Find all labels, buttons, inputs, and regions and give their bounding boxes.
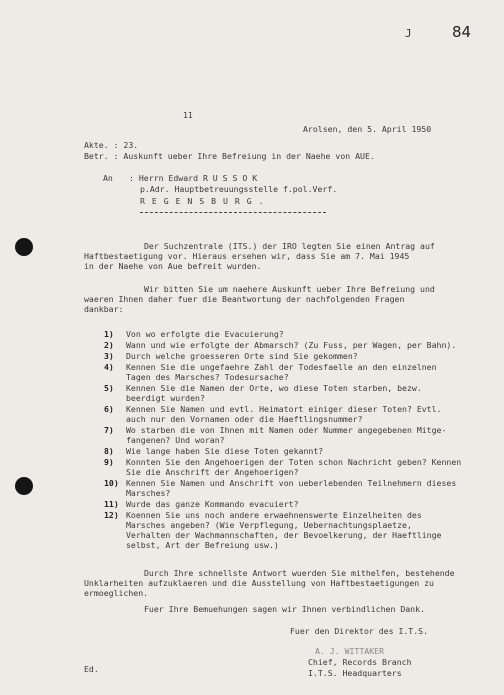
address-divider [140, 212, 326, 213]
address-label: An [103, 173, 113, 183]
address-line-2: p.Adr. Hauptbetreuungsstelle f.pol.Verf. [140, 184, 338, 194]
question-text: Von wo erfolgte die Evacuierung? [126, 329, 284, 339]
intro-paragraph [84, 241, 484, 271]
request-line: waeren Ihnen daher fuer die Beantwortung der nachfolgenden Fragen [84, 294, 405, 304]
question-text: Koennen Sie uns noch andere erwaehnenswerte Einzelheiten des [126, 510, 422, 520]
footer-initials: Ed. [84, 664, 99, 674]
question-item [104, 425, 484, 445]
handwritten-mark: J [405, 27, 412, 40]
place-date: Arolsen, den 5. April 1950 [303, 124, 432, 134]
question-text: Marsches angeben? (Wie Verpflegung, Uebernachtungsplaetze, [126, 520, 412, 530]
question-number: 4) [104, 362, 114, 372]
question-item [104, 457, 484, 477]
question-text: Marsches? [126, 488, 171, 498]
question-text: Verhalten der Wachmannschaften, der Bevoelkerung, der Haeftlinge [126, 530, 442, 540]
question-number: 2) [104, 340, 114, 350]
question-text: Kennen Sie die Namen der Orte, wo diese Toten starben, bezw. [126, 383, 422, 393]
subject-line: Betr. : Auskunft ueber Ihre Befreiung in der Naehe von AUE. [84, 151, 375, 161]
reference-number: 11 [183, 110, 193, 120]
thanks-line: Fuer Ihre Bemuehungen sagen wir Ihnen verbindlichen Dank. [144, 604, 425, 614]
request-paragraph [84, 284, 484, 314]
question-number: 1) [104, 329, 114, 339]
akte-line: Akte. : 23. [84, 140, 139, 150]
question-text: Kennen Sie Namen und Anschrift von ueberlebenden Teilnehmern dieses [126, 478, 457, 488]
question-item [104, 351, 484, 361]
question-text: Kennen Sie Namen und evtl. Heimatort einiger dieser Toten? Evtl. [126, 404, 442, 414]
question-item [104, 329, 484, 339]
question-text: Wann und wie erfolgte der Abmarsch? (Zu Fuss, per Wagen, per Bahn). [126, 340, 457, 350]
question-item [104, 362, 484, 382]
question-text: Konnten Sie den Angehoerigen der Toten schon Nachricht geben? Kennen [126, 457, 462, 467]
question-item [104, 446, 484, 456]
question-number: 12) [104, 510, 119, 520]
question-text: Tagen des Marsches? Todesursache? [126, 372, 289, 382]
closing-line: ermoeglichen. [84, 588, 149, 598]
questions-list [104, 329, 484, 551]
question-number: 7) [104, 425, 114, 435]
signature-org: I.T.S. Headquarters [308, 668, 402, 678]
closing-line: Durch Ihre schnellste Antwort wuerden Sie mithelfen, bestehende [144, 568, 455, 578]
signature-name: A. J. WITTAKER [315, 646, 385, 656]
question-item [104, 478, 484, 498]
intro-line: in der Naehe von Aue befreit wurden. [84, 261, 262, 271]
intro-line: Der Suchzentrale (ITS.) der IRO legten Sie einen Antrag auf [144, 241, 435, 251]
question-number: 6) [104, 404, 114, 414]
signature-for-line: Fuer den Direktor des I.T.S. [290, 626, 429, 636]
question-text: Wurde das ganze Kommando evacuiert? [126, 499, 299, 509]
question-number: 9) [104, 457, 114, 467]
question-number: 8) [104, 446, 114, 456]
question-item [104, 404, 484, 424]
intro-line: Haftbestaetigung vor. Hieraus ersehen wir, dass Sie am 7. Mai 1945 [84, 251, 410, 261]
question-text: Wie lange haben Sie diese Toten gekannt? [126, 446, 324, 456]
question-number: 5) [104, 383, 114, 393]
page-number: 84 [452, 23, 472, 41]
request-line: dankbar: [84, 304, 124, 314]
closing-line: Unklarheiten aufzuklaeren und die Ausstellung von Haftbestaetigungen zu [84, 578, 434, 588]
question-item [104, 510, 484, 550]
address-line-1: : Herrn Edward R U S S O K [129, 173, 258, 183]
question-text: Durch welche groesseren Orte sind Sie gekommen? [126, 351, 358, 361]
question-text: Kennen Sie die ungefaehre Zahl der Todesfaelle an den einzelnen [126, 362, 437, 372]
question-item [104, 383, 484, 403]
question-text: auch nur den Vornamen oder die Haeftlingsnummer? [126, 414, 363, 424]
request-line: Wir bitten Sie um naehere Auskunft ueber Ihre Befreiung und [144, 284, 435, 294]
punch-hole-top [15, 238, 33, 256]
question-text: Wo starben die von Ihnen mit Namen oder Nummer angegebenen Mitge- [126, 425, 447, 435]
question-text: selbst, Art der Befreiung usw.) [126, 540, 279, 550]
address-line-3: R E G E N S B U R G . [140, 196, 265, 206]
question-number: 10) [104, 478, 119, 488]
question-text: fangenen? Und woran? [126, 435, 225, 445]
question-text: Sie die Anschrift der Angehoerigen? [126, 467, 299, 477]
question-number: 3) [104, 351, 114, 361]
signature-title: Chief, Records Branch [308, 657, 412, 667]
question-text: beerdigt wurden? [126, 393, 205, 403]
question-item [104, 340, 484, 350]
punch-hole-bottom [15, 477, 33, 495]
closing-paragraph [84, 568, 484, 598]
question-number: 11) [104, 499, 119, 509]
question-item [104, 499, 484, 509]
